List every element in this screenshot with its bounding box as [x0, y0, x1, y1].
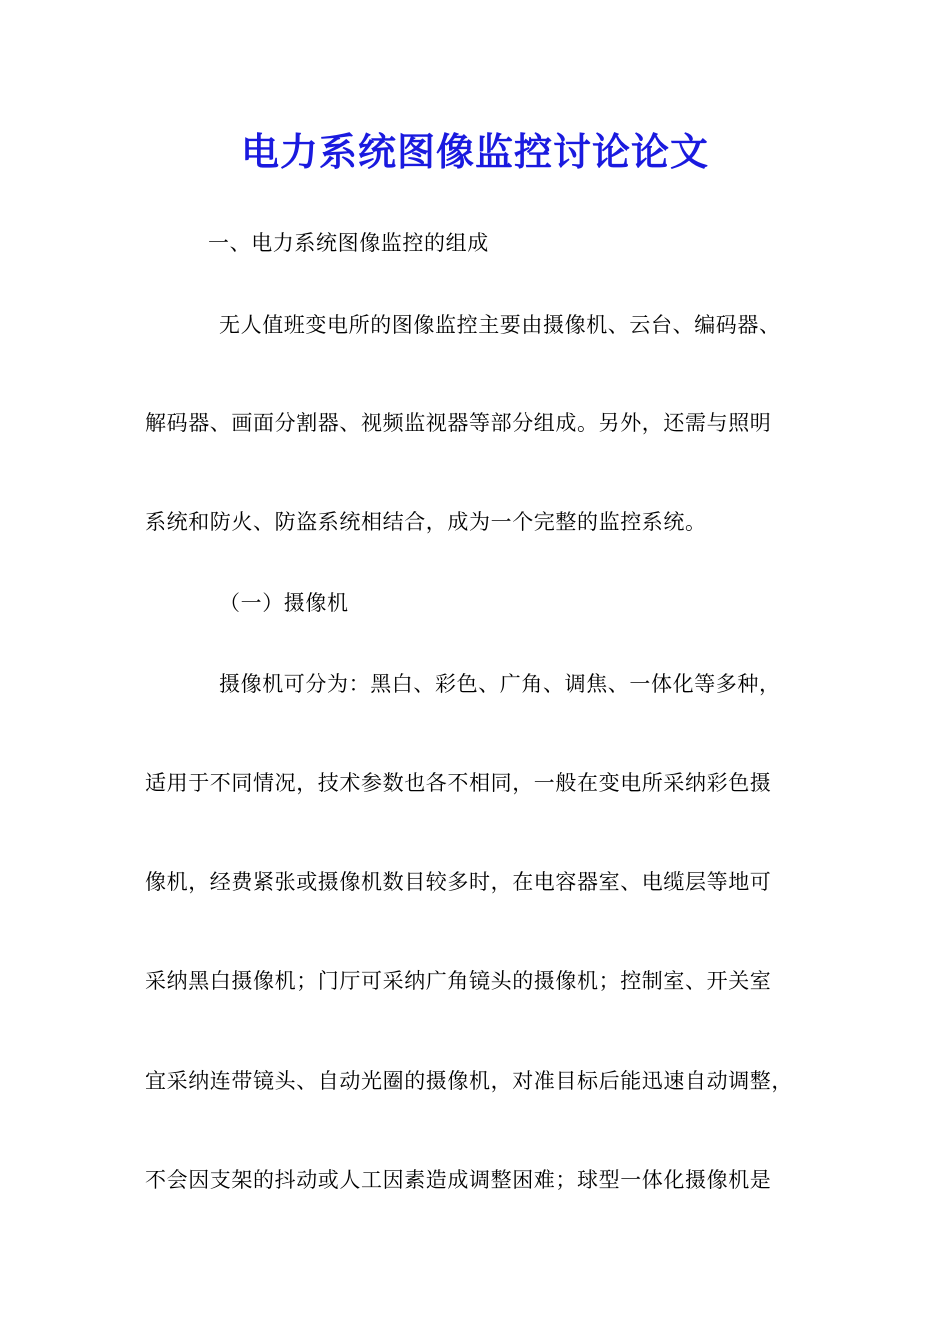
paragraph-line: 系统和防火、防盗系统相结合，成为一个完整的监控系统。 [145, 510, 707, 534]
paragraph-line: 适用于不同情况，技术参数也各不相同，一般在变电所采纳彩色摄 [145, 771, 772, 795]
paragraph-line: 像机，经费紧张或摄像机数目较多时，在电容器室、电缆层等地可 [145, 870, 772, 894]
paragraph-line: 宜采纳连带镜头、自动光圈的摄像机，对准目标后能迅速自动调整， [145, 1069, 793, 1093]
paragraph-line: 摄像机可分为：黑白、彩色、广角、调焦、一体化等多种， [219, 672, 781, 696]
section-heading: 一、电力系统图像监控的组成 [208, 231, 489, 255]
paragraph-line: 采纳黑白摄像机；门厅可采纳广角镜头的摄像机；控制室、开关室 [145, 969, 772, 993]
subsection-heading: （一）摄像机 [219, 591, 349, 615]
document-title: 电力系统图像监控讨论论文 [240, 129, 709, 174]
paragraph-line: 不会因支架的抖动或人工因素造成调整困难；球型一体化摄像机是 [145, 1168, 772, 1192]
paragraph-line: 解码器、画面分割器、视频监视器等部分组成。另外，还需与照明 [145, 411, 772, 435]
paragraph-line: 无人值班变电所的图像监控主要由摄像机、云台、编码器、 [219, 313, 781, 337]
